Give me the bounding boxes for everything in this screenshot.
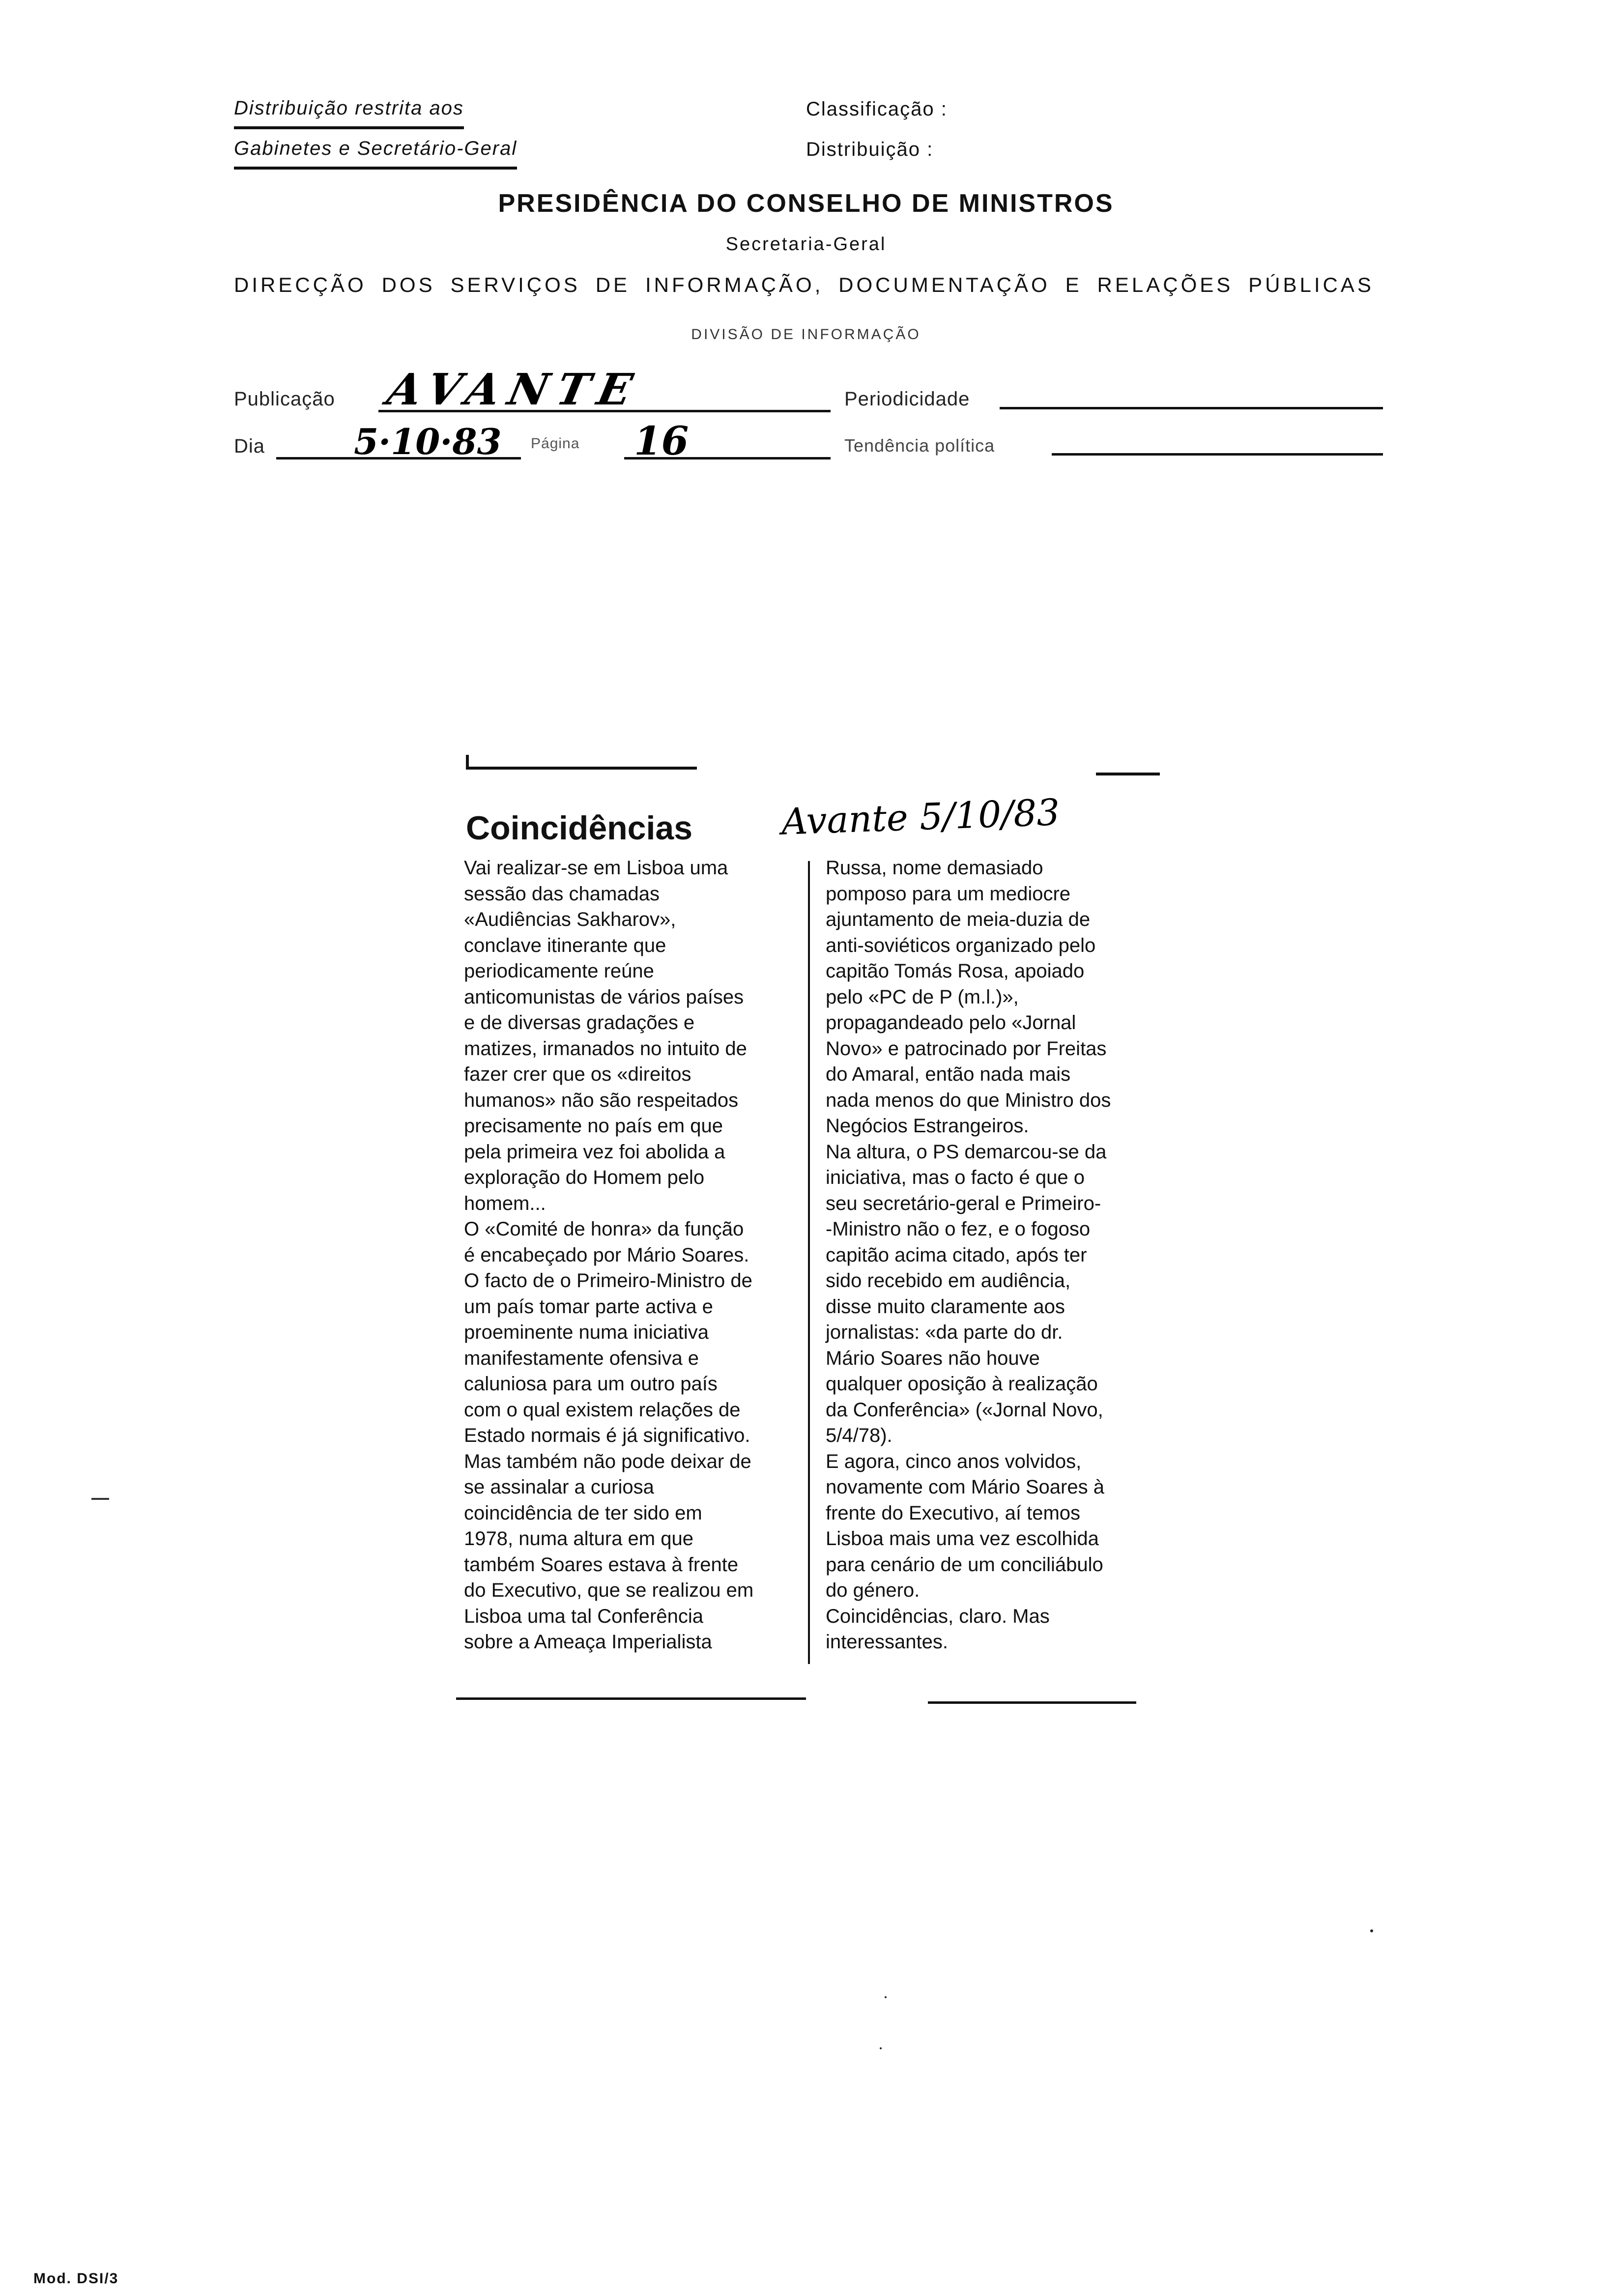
article-line: «Audiências Sakharov», — [464, 909, 676, 930]
article-line: do Amaral, então nada mais — [826, 1063, 1071, 1085]
article-line: periodicamente reúne — [464, 960, 654, 982]
article-line: exploração do Homem pelo — [464, 1167, 705, 1188]
scan-speck — [1370, 1929, 1373, 1932]
political-tendency-label: Tendência política — [844, 435, 995, 456]
article-line: disse muito claramente aos — [826, 1295, 1065, 1318]
article-line: Novo» e patrocinado por Freitas — [826, 1037, 1107, 1060]
article-line: pomposo para um mediocre — [826, 883, 1071, 905]
article-line: 1978, numa altura em que — [464, 1528, 693, 1550]
publication-label: Publicação — [234, 388, 335, 410]
article-title: Coincidências — [466, 809, 693, 847]
article-line: do género. — [826, 1579, 920, 1601]
article-line: fazer crer que os «direitos — [464, 1063, 691, 1085]
department-word: DOS — [381, 273, 435, 296]
article-line: conclave itinerante que — [464, 934, 666, 956]
division-name: DIVISÃO DE INFORMAÇÃO — [691, 326, 921, 343]
article-line: matizes, irmanados no intuito de — [464, 1037, 747, 1060]
article-line: anti-soviéticos organizado pelo — [826, 934, 1096, 956]
article-line: sessão das chamadas — [464, 883, 660, 905]
article-left-column — [464, 855, 788, 1655]
article-line: precisamente no país em que — [464, 1115, 723, 1137]
article-line: novamente com Mário Soares à — [826, 1476, 1104, 1498]
article-line: se assinalar a curiosa — [464, 1476, 654, 1498]
article-line: um país tomar parte activa e — [464, 1295, 713, 1318]
department-word: DE — [595, 273, 631, 296]
article-line: para cenário de um conciliábulo — [826, 1553, 1103, 1576]
periodicity-label: Periodicidade — [844, 388, 970, 410]
article-line: E agora, cinco anos volvidos, — [826, 1450, 1082, 1472]
scan-speck — [880, 2047, 882, 2049]
form-code: Mod. DSI/3 — [33, 2270, 119, 2287]
organization-subtitle: Secretaria-Geral — [725, 234, 887, 255]
article-line: da Conferência» («Jornal Novo, — [826, 1399, 1103, 1421]
article-line: capitão acima citado, após ter — [826, 1244, 1087, 1266]
page-label: Página — [531, 435, 580, 452]
department-word: SERVIÇOS — [450, 273, 580, 296]
scan-speck — [885, 1996, 887, 1998]
classification-label: Classificação : — [806, 98, 948, 120]
department-word: DOCUMENTAÇÃO — [838, 273, 1050, 296]
column-divider — [808, 861, 810, 1664]
political-tendency-field[interactable] — [1052, 453, 1383, 456]
article-right-column — [826, 855, 1160, 1655]
article-line: sido recebido em audiência, — [826, 1270, 1071, 1292]
article-line: também Soares estava à frente — [464, 1553, 739, 1576]
handwritten-annotation: Avante 5/10/83 — [780, 791, 1061, 843]
article-line: frente do Executivo, aí temos — [826, 1502, 1081, 1524]
article-line: anticomunistas de vários países — [464, 986, 744, 1008]
article-line: capitão Tomás Rosa, apoiado — [826, 960, 1085, 982]
article-line: -Ministro não o fez, e o fogoso — [826, 1218, 1091, 1240]
article-line: Coincidências, claro. Mas — [826, 1605, 1050, 1627]
article-line: coincidência de ter sido em — [464, 1502, 702, 1524]
article-line: Mário Soares não houve — [826, 1347, 1040, 1369]
article-line: homem... — [464, 1192, 546, 1214]
department-name — [234, 273, 1374, 297]
department-word: E — [1065, 273, 1082, 296]
article-line: ajuntamento de meia-duzia de — [826, 909, 1091, 930]
article-line: sobre a Ameaça Imperialista — [464, 1631, 712, 1653]
article-line: pelo «PC de P (m.l.)», — [826, 986, 1019, 1008]
article-line: do Executivo, que se realizou em — [464, 1579, 754, 1601]
department-word: RELAÇÕES — [1097, 273, 1234, 296]
article-line: humanos» não são respeitados — [464, 1089, 739, 1111]
article-line: seu secretário-geral e Primeiro- — [826, 1192, 1101, 1214]
department-word: INFORMAÇÃO, — [645, 273, 824, 296]
article-line: com o qual existem relações de — [464, 1399, 741, 1421]
article-line: Na altura, o PS demarcou-se da — [826, 1141, 1107, 1163]
article-line: proeminente numa iniciativa — [464, 1321, 709, 1343]
article-line: e de diversas gradações e — [464, 1012, 695, 1033]
organization-title: PRESIDÊNCIA DO CONSELHO DE MINISTROS — [498, 189, 1114, 218]
article-line: qualquer oposição à realização — [826, 1373, 1098, 1395]
article-line: 5/4/78). — [826, 1425, 892, 1446]
article-line: jornalistas: «da parte do dr. — [826, 1321, 1063, 1343]
article-line: Lisboa mais uma vez escolhida — [826, 1528, 1099, 1550]
day-value: 5·10·83 — [354, 421, 502, 462]
article-bottom-rule-right — [928, 1701, 1136, 1704]
day-label: Dia — [234, 435, 265, 457]
article-line: propagandeado pelo «Jornal — [826, 1012, 1076, 1033]
scan-mark — [91, 1498, 109, 1500]
article-top-rule-right — [1096, 773, 1160, 775]
article-line: é encabeçado por Mário Soares. — [464, 1244, 749, 1266]
article-line: interessantes. — [826, 1631, 949, 1653]
distribution-note-line2: Gabinetes e Secretário-Geral — [234, 138, 517, 170]
periodicity-field[interactable] — [1000, 407, 1383, 409]
page-value: 16 — [634, 418, 689, 464]
article-line: Estado normais é já significativo. — [464, 1425, 750, 1446]
article-line: iniciativa, mas o facto é que o — [826, 1167, 1085, 1188]
article-line: Mas também não pode deixar de — [464, 1450, 751, 1472]
article-line: pela primeira vez foi abolida a — [464, 1141, 725, 1163]
article-line: Negócios Estrangeiros. — [826, 1115, 1029, 1137]
article-line: Russa, nome demasiado — [826, 857, 1043, 879]
article-line: nada menos do que Ministro dos — [826, 1089, 1111, 1111]
department-word: PÚBLICAS — [1248, 273, 1374, 296]
article-line: manifestamente ofensiva e — [464, 1347, 699, 1369]
department-word: DIRECÇÃO — [234, 273, 367, 296]
article-line: O facto de o Primeiro-Ministro de — [464, 1270, 752, 1292]
article-bottom-rule-left — [456, 1697, 806, 1700]
publication-value: AVANTE — [382, 364, 646, 415]
distribution-note-line1: Distribuição restrita aos — [234, 97, 464, 129]
article-line: Vai realizar-se em Lisboa uma — [464, 857, 728, 879]
article-line: caluniosa para um outro país — [464, 1373, 718, 1395]
article-line: Lisboa uma tal Conferência — [464, 1605, 703, 1627]
article-line: O «Comité de honra» da função — [464, 1218, 744, 1240]
article-top-rule-left — [466, 767, 697, 770]
distribution-label: Distribuição : — [806, 139, 934, 160]
